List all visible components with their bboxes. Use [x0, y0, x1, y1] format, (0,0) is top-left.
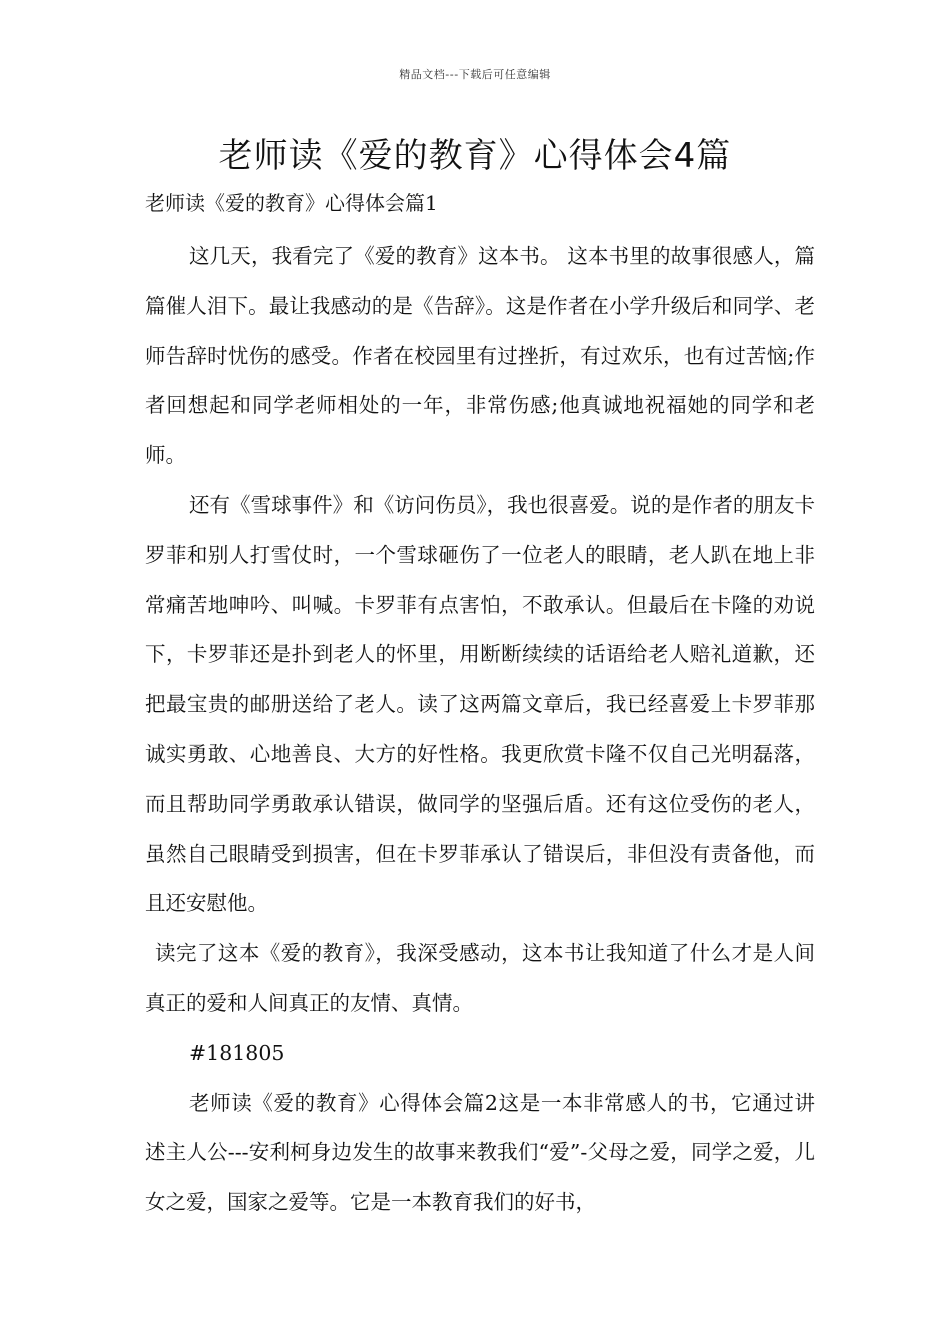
paragraph: 还有《雪球事件》和《访问伤员》，我也很喜爱。说的是作者的朋友卡罗菲和别人打雪仗时，一个雪球砸伤了一位老人的眼睛，老人趴在地上非常痛苦地呻吟、叫喊。卡罗菲有点害怕，不敢承认。但最后在卡隆的劝说下，卡罗菲还是扑到老人的怀里，用断断续续的话语给老人赔礼道歉，还把最宝贵的邮册送给了老人。读了这两篇文章后，我已经喜爱上卡罗菲那诚实勇敢、心地善良、大方的好性格。我更欣赏卡隆不仅自己光明磊落，而且帮助同学勇敢承认错误，做同学的坚强后盾。还有这位受伤的老人，虽然自己眼睛受到损害，但在卡罗菲承认了错误后，非但没有责备他，而且还安慰他。 — [145, 492, 815, 916]
document-code: #181805 — [189, 1040, 285, 1065]
paragraph: 老师读《爱的教育》心得体会篇2这是一本非常感人的书，它通过讲述主人公---安利柯身边发生的故事来教我们“爱”-父母之爱，同学之爱，儿女之爱，国家之爱等。它是一本教育我们的好书， — [145, 1090, 815, 1215]
header-note: 精品文档---下载后可任意编辑 — [399, 68, 551, 81]
document-title: 老师读《爱的教育》心得体会4篇 — [218, 136, 732, 176]
paragraph: 读完了这本《爱的教育》，我深受感动，这本书让我知道了什么才是人间真正的爱和人间真正的友情、真情。 — [145, 941, 815, 1015]
document-body — [145, 232, 815, 1228]
section-subtitle: 老师读《爱的教育》心得体会篇1 — [145, 191, 438, 215]
paragraph: 这几天，我看完了《爱的教育》这本书。 这本书里的故事很感人，篇篇催人泪下。最让我感动的是《告辞》。这是作者在小学升级后和同学、老师告辞时忧伤的感受。作者在校园里有过挫折，有过欢乐，也有过苦恼;作者回想起和同学老师相处的一年，非常伤感;他真诚地祝福她的同学和老师。 — [145, 244, 815, 468]
